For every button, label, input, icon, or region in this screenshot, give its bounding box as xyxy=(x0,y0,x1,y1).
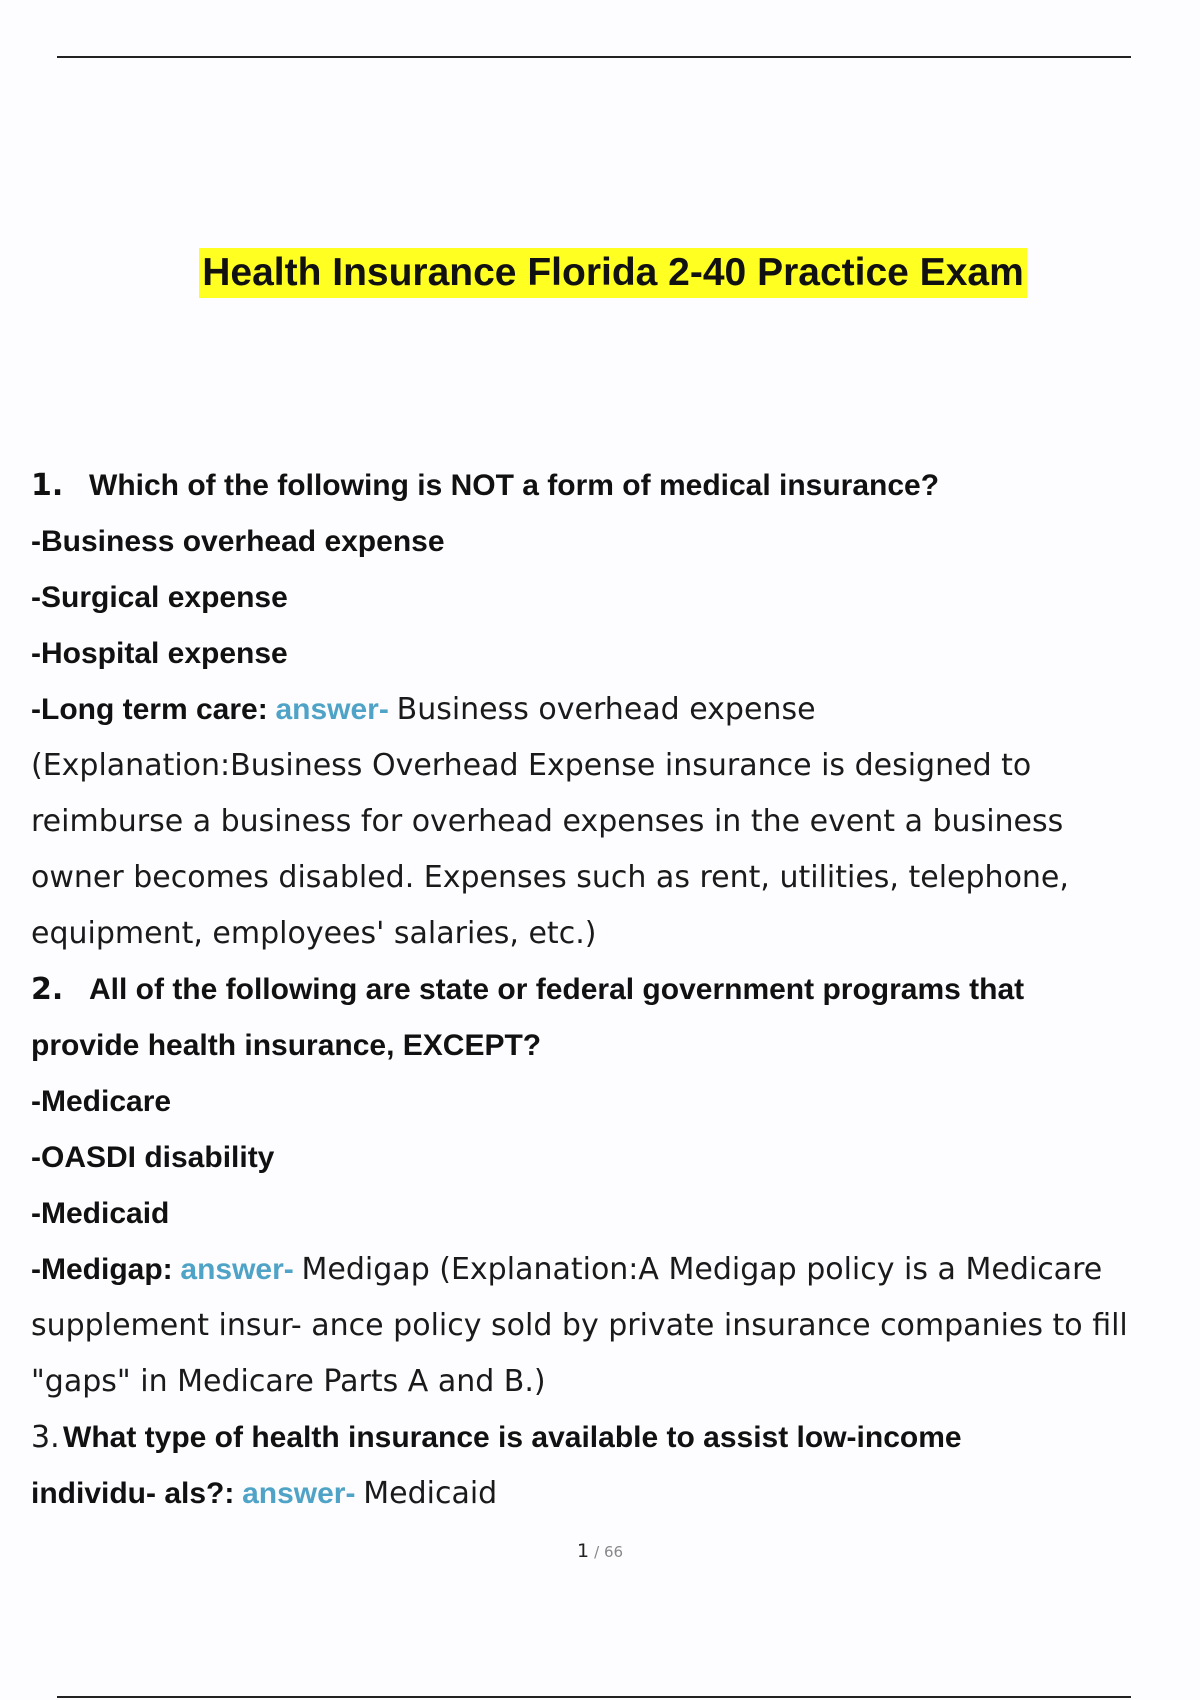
question-number: 2. xyxy=(31,972,64,1007)
option xyxy=(31,1073,1196,1129)
option-text: -Hospital expense xyxy=(31,637,288,670)
question-text: individu- als?: xyxy=(31,1477,235,1510)
explanation-text: supplement insur- ance policy sold by private insurance companies to fill xyxy=(31,1308,1128,1343)
explanation-text: "gaps" in Medicare Parts A and B.) xyxy=(31,1364,546,1399)
option-text: -Medigap: xyxy=(31,1253,173,1286)
exam-content xyxy=(31,457,1196,1521)
explanation-line xyxy=(31,1297,1196,1353)
option-text: -OASDI disability xyxy=(31,1141,275,1174)
option xyxy=(31,625,1196,681)
option-text: -Medicaid xyxy=(31,1197,170,1230)
question-text-continued xyxy=(31,1017,1196,1073)
option xyxy=(31,1185,1196,1241)
explanation-line xyxy=(31,793,1196,849)
option-text: -Business overhead expense xyxy=(31,525,445,558)
option xyxy=(31,513,1196,569)
question-text: All of the following are state or federal government programs that xyxy=(89,973,1025,1006)
bottom-rule xyxy=(57,1696,1131,1698)
option-text: -Long term care: xyxy=(31,693,268,726)
question-3 xyxy=(31,1409,1196,1465)
page-indicator xyxy=(0,1540,1200,1562)
answer-text: Medigap (Explanation:A Medigap policy is a Medicare xyxy=(301,1252,1103,1287)
question-text-with-answer xyxy=(31,1465,1196,1521)
top-rule xyxy=(57,56,1131,58)
explanation-text: owner becomes disabled. Expenses such as rent, utilities, telephone, xyxy=(31,860,1069,895)
question-2 xyxy=(31,961,1196,1017)
answer-label: answer- xyxy=(275,693,389,726)
answer-label: answer- xyxy=(180,1253,294,1286)
question-1 xyxy=(31,457,1196,513)
option-with-answer xyxy=(31,681,1196,737)
question-number: 1. xyxy=(31,468,64,503)
option-text: -Medicare xyxy=(31,1085,172,1118)
page-total: / 66 xyxy=(594,1543,624,1561)
option xyxy=(31,1129,1196,1185)
page-title: Health Insurance Florida 2-40 Practice Exam xyxy=(199,248,1027,298)
explanation-text: reimburse a business for overhead expenses in the event a business xyxy=(31,804,1064,839)
question-text: Which of the following is NOT a form of medical insurance? xyxy=(89,469,940,502)
answer-label: answer- xyxy=(242,1477,356,1510)
option-with-answer xyxy=(31,1241,1196,1297)
explanation-line xyxy=(31,1353,1196,1409)
title-block xyxy=(0,248,1200,298)
explanation-line xyxy=(31,849,1196,905)
explanation-line xyxy=(31,737,1196,793)
question-text: provide health insurance, EXCEPT? xyxy=(31,1029,542,1062)
answer-text: Medicaid xyxy=(363,1476,498,1511)
option-text: -Surgical expense xyxy=(31,581,288,614)
question-text: What type of health insurance is available to assist low-income xyxy=(63,1421,962,1454)
option xyxy=(31,569,1196,625)
explanation-text: (Explanation:Business Overhead Expense insurance is designed to xyxy=(31,748,1032,783)
page-current: 1 xyxy=(576,1540,590,1562)
question-number: 3. xyxy=(31,1420,60,1455)
explanation-text: equipment, employees' salaries, etc.) xyxy=(31,916,597,951)
answer-text: Business overhead expense xyxy=(396,692,816,727)
explanation-line xyxy=(31,905,1196,961)
